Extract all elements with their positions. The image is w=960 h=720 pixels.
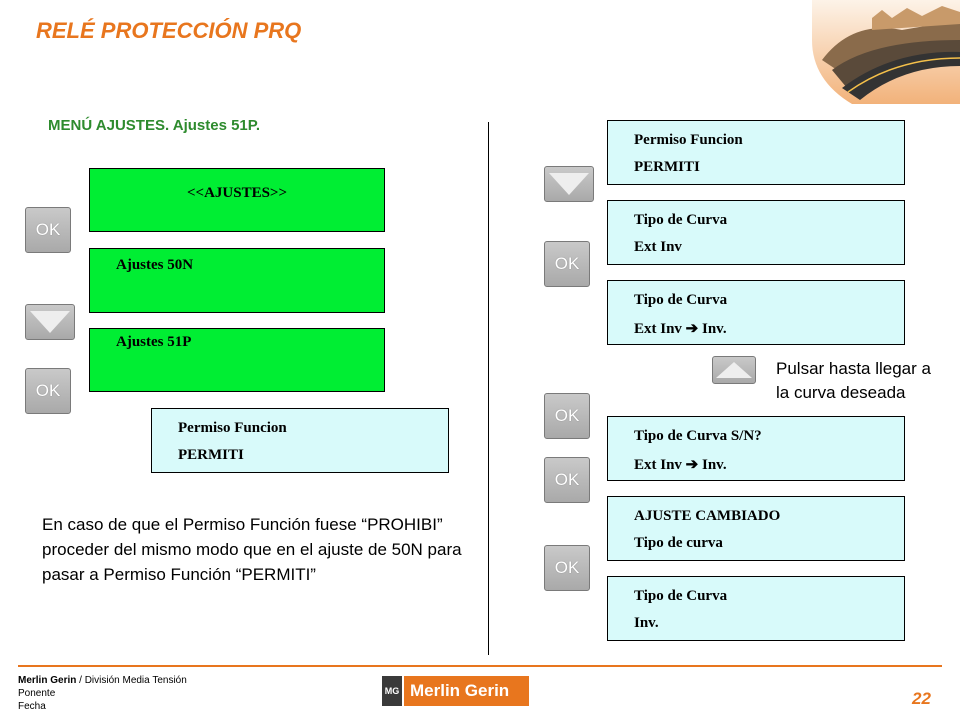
ok-label: OK [554, 470, 580, 489]
company-logo [382, 676, 529, 706]
display-line-2: Ext Inv ➔ Inv. [634, 321, 727, 337]
display-line-2: PERMITI [178, 447, 244, 463]
down-arrow-icon [30, 311, 70, 333]
up-arrow-icon [716, 362, 752, 378]
display-line-2: Ext Inv ➔ Inv. [634, 457, 727, 473]
display-tipo-curva-confirm [607, 416, 905, 481]
display-line-1: Tipo de Curva S/N? [634, 428, 762, 444]
menu-subtitle: MENÚ AJUSTES. Ajustes 51P. [48, 117, 261, 134]
display-permiso-funcion-left [151, 408, 449, 473]
ok-label: OK [554, 254, 580, 273]
footer-info [18, 674, 187, 713]
display-ajustes [89, 168, 385, 232]
display-line-2: Tipo de curva [634, 535, 723, 551]
display-line-2: Inv. [634, 615, 659, 631]
ok-label: OK [554, 558, 580, 577]
ok-button[interactable] [544, 457, 590, 503]
display-tipo-curva-final [607, 576, 905, 641]
display-line-1: Tipo de Curva [634, 588, 728, 604]
display-line-1: Tipo de Curva [634, 212, 728, 228]
ok-label: OK [554, 406, 580, 425]
down-arrow-icon [549, 173, 589, 195]
display-line-1: <<AJUSTES>> [186, 185, 288, 201]
display-line-1: Permiso Funcion [178, 420, 287, 436]
display-line-2: PERMITI [634, 159, 700, 175]
column-divider [488, 122, 489, 655]
pulsar-note: Pulsar hasta llegar a la curva deseada [776, 359, 931, 402]
ok-label: OK [35, 220, 61, 239]
display-tipo-curva [607, 200, 905, 265]
footer-ponente: Ponente [18, 688, 56, 699]
display-line-2: Ext Inv [634, 239, 682, 255]
footer-fecha: Fecha [18, 701, 46, 712]
display-ajustes-50n [89, 248, 385, 313]
ok-button[interactable] [544, 241, 590, 287]
display-line-1: Permiso Funcion [634, 132, 743, 148]
ok-button[interactable] [544, 545, 590, 591]
display-line-1: AJUSTE CAMBIADO [634, 508, 781, 524]
slide-title: RELÉ PROTECCIÓN PRQ [36, 18, 302, 43]
footer-divider [18, 665, 942, 667]
logo-mark: MG [382, 676, 402, 706]
display-line-1: Tipo de Curva [634, 292, 728, 308]
ok-button[interactable] [25, 207, 71, 253]
display-ajuste-cambiado [607, 496, 905, 561]
logo-name: Merlin Gerin [404, 676, 529, 706]
display-line-1: Ajustes 50N [116, 257, 194, 273]
up-arrow-button[interactable] [712, 356, 756, 384]
display-tipo-curva-change [607, 280, 905, 345]
down-arrow-button[interactable] [544, 166, 594, 202]
display-line-1: Ajustes 51P [116, 334, 192, 350]
ok-button[interactable] [544, 393, 590, 439]
ok-label: OK [35, 381, 61, 400]
display-permiso-funcion-right [607, 120, 905, 185]
down-arrow-button[interactable] [25, 304, 75, 340]
procedure-note: En caso de que el Permiso Función fuese “PROHIBI” proceder del mismo modo que en el ajuste de 50N para pasar a Permiso Función “PERMITI” [42, 515, 462, 584]
road-landscape-image [812, 0, 960, 104]
footer-division: / División Media Tensión [76, 675, 187, 686]
footer-company: Merlin Gerin [18, 675, 77, 686]
display-ajustes-51p [89, 328, 385, 392]
page-number: 22 [912, 689, 931, 708]
ok-button[interactable] [25, 368, 71, 414]
